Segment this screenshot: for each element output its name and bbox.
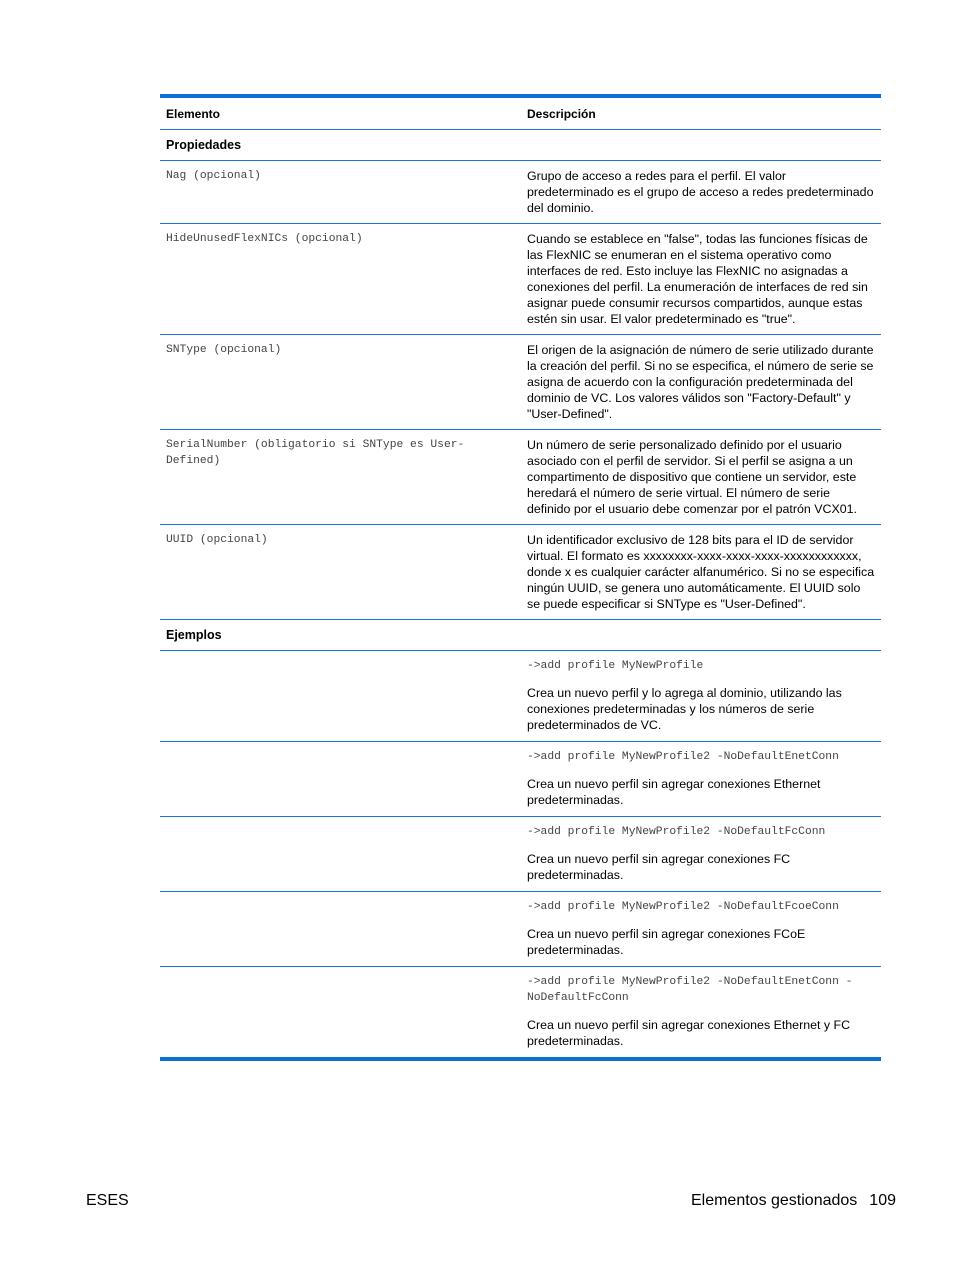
example-command: ->add profile MyNewProfile bbox=[527, 660, 704, 672]
table-row bbox=[160, 161, 881, 224]
header-description: Descripción bbox=[527, 107, 596, 121]
example-row bbox=[160, 892, 881, 967]
example-description: Crea un nuevo perfil y lo agrega al dominio, utilizando las conexiones predeterminadas y los números de serie predeterminados de VC. bbox=[527, 686, 842, 732]
property-description: El origen de la asignación de número de serie utilizado durante la creación del perfil. Si no se especifica, el número de serie se asigna de acuerdo con la configuración predeterminada del dominio de VC. Los valores válidos son "Factory-Default" y "User-Defined". bbox=[527, 343, 874, 421]
footer-section-title: Elementos gestionados bbox=[690, 1192, 858, 1209]
example-command: ->add profile MyNewProfile2 -NoDefaultEnetConn bbox=[527, 751, 839, 763]
property-description: Un número de serie personalizado definido por el usuario asociado con el perfil de servidor. Si el perfil se asigna a un compartimento de dispositivo que contiene un servidor, este heredará el número de serie virtual. El número de serie definido por el usuario debe comenzar por el patrón VCX01. bbox=[527, 438, 857, 516]
property-description: Cuando se establece en "false", todas las funciones físicas de las FlexNIC se enumeran en el sistema operativo como interfaces de red. Esto incluye las FlexNIC no asignadas a conexiones del perfil. La enumeración de interfaces de red sin asignar puede consumir recursos compartidos, aunque estas estén sin usar. El valor predeterminado es "true". bbox=[527, 232, 868, 326]
section-row-properties bbox=[160, 130, 881, 161]
property-description: Un identificador exclusivo de 128 bits para el ID de servidor virtual. El formato es xxxxxxxx-xxxx-xxxx-xxxx-xxxxxxxxxxxx, donde x es cualquier carácter alfanumérico. Si no se especifica ningún UUID, se genera uno automáticamente. El UUID solo se puede especificar si SNType es "User-Defined". bbox=[527, 533, 875, 611]
example-row bbox=[160, 742, 881, 817]
command-table bbox=[160, 94, 881, 1061]
header-element: Elemento bbox=[166, 107, 221, 121]
example-description: Crea un nuevo perfil sin agregar conexiones FCoE predeterminadas. bbox=[527, 927, 806, 957]
property-name: SerialNumber (obligatorio si SNType es User-Defined) bbox=[166, 439, 465, 467]
page-number: 109 bbox=[869, 1192, 896, 1209]
table-header bbox=[160, 98, 881, 130]
section-title: Ejemplos bbox=[166, 628, 222, 642]
example-description: Crea un nuevo perfil sin agregar conexiones Ethernet predeterminadas. bbox=[527, 777, 821, 807]
footer-locale: ESES bbox=[86, 1192, 129, 1209]
example-description: Crea un nuevo perfil sin agregar conexiones Ethernet y FC predeterminadas. bbox=[527, 1018, 851, 1048]
property-name: HideUnusedFlexNICs (opcional) bbox=[166, 233, 363, 245]
example-command: ->add profile MyNewProfile2 -NoDefaultFcoeConn bbox=[527, 901, 839, 913]
example-command: ->add profile MyNewProfile2 -NoDefaultFcConn bbox=[527, 826, 826, 838]
example-row bbox=[160, 967, 881, 1057]
section-title: Propiedades bbox=[166, 138, 242, 152]
property-name: Nag (opcional) bbox=[166, 170, 261, 182]
table-row bbox=[160, 224, 881, 335]
table-row bbox=[160, 525, 881, 620]
example-description: Crea un nuevo perfil sin agregar conexiones FC predeterminadas. bbox=[527, 852, 791, 882]
example-command: ->add profile MyNewProfile2 -NoDefaultEnetConn -NoDefaultFcConn bbox=[527, 976, 853, 1004]
table-row bbox=[160, 335, 881, 430]
example-row bbox=[160, 651, 881, 742]
property-name: SNType (opcional) bbox=[166, 344, 282, 356]
property-name: UUID (opcional) bbox=[166, 534, 268, 546]
section-row-examples bbox=[160, 620, 881, 651]
footer-page-info bbox=[691, 1192, 896, 1210]
property-description: Grupo de acceso a redes para el perfil. El valor predeterminado es el grupo de acceso a redes predeterminado del dominio. bbox=[527, 169, 874, 215]
example-row bbox=[160, 817, 881, 892]
table-row bbox=[160, 430, 881, 525]
